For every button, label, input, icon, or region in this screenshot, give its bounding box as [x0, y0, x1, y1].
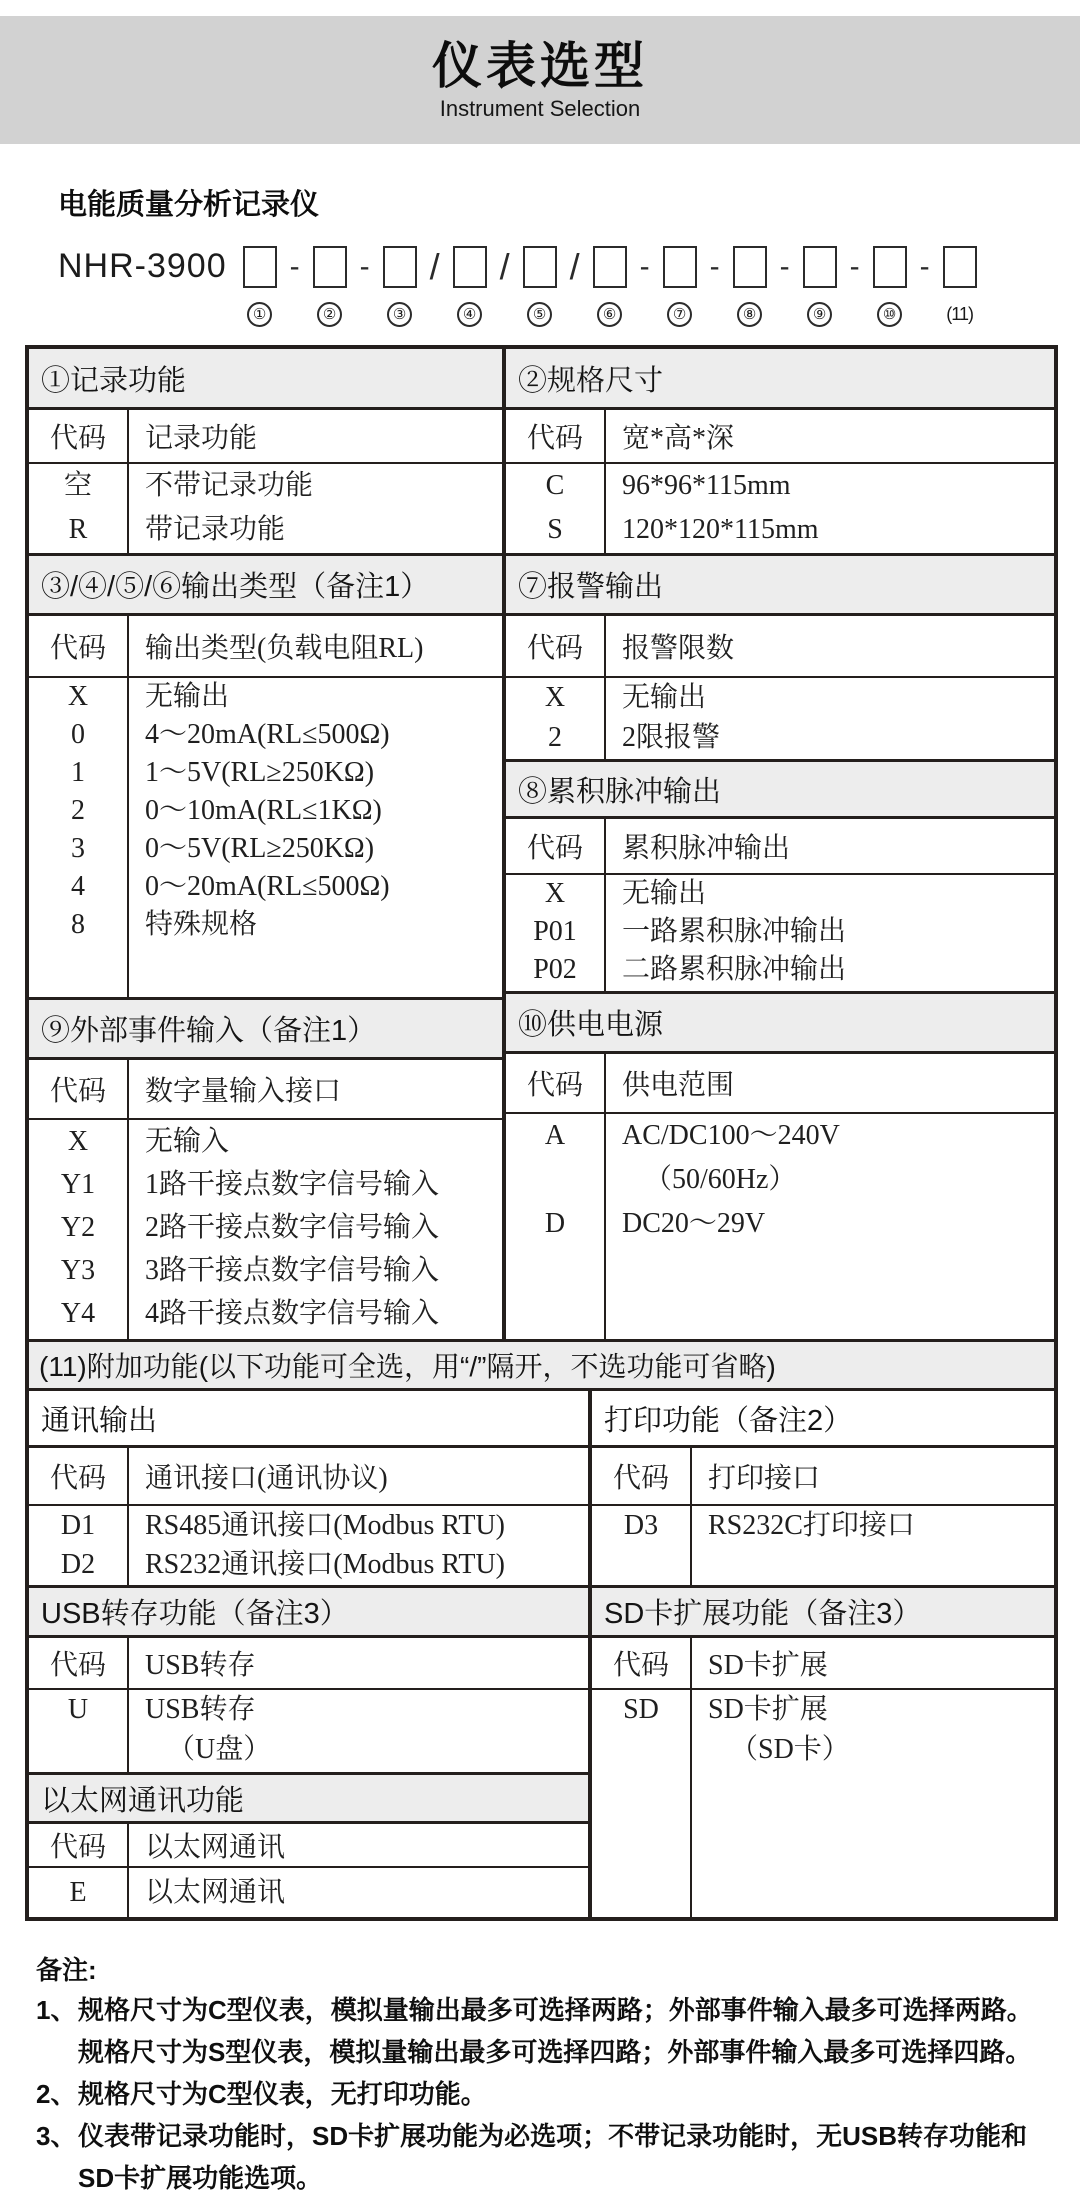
table-section-eth — [29, 1772, 588, 1917]
model-slot-number — [733, 299, 767, 329]
circled-number: ⑥ — [597, 302, 622, 327]
code-column-header: 代码 — [506, 819, 606, 873]
code-cell: C — [545, 470, 565, 501]
desc-cell: 带记录功能 — [145, 514, 286, 545]
model-separator: / — [429, 246, 440, 287]
code-column-header: 代码 — [29, 616, 129, 676]
desc-column — [129, 1690, 588, 1772]
table-top-left-pane — [29, 349, 506, 1339]
desc-column-header: 供电范围 — [622, 1070, 735, 1101]
column-header-row — [592, 1638, 1054, 1690]
model-slot-top — [453, 243, 523, 291]
desc-cell: 0～5V(RL≥250KΩ) — [145, 833, 375, 864]
model-code-box — [943, 246, 977, 288]
code-cell: 0 — [71, 719, 85, 750]
code-column — [506, 875, 606, 991]
section-body — [506, 875, 1054, 991]
column-header-row — [29, 1638, 588, 1690]
model-separator: - — [779, 250, 790, 283]
section-body — [592, 1690, 1054, 1917]
desc-cell: （50/60Hz） — [644, 1164, 797, 1195]
desc-cell: 3路干接点数字信号输入 — [145, 1255, 440, 1286]
desc-cell: 无输入 — [145, 1126, 230, 1157]
section-body — [506, 464, 1054, 553]
model-code-box — [593, 246, 627, 288]
code-cell: S — [547, 514, 563, 545]
desc-column — [129, 464, 502, 553]
desc-column — [606, 464, 1054, 553]
code-column — [506, 1114, 606, 1339]
desc-cell: 不带记录功能 — [145, 470, 314, 501]
code-column — [29, 1120, 129, 1339]
model-code-box — [803, 246, 837, 288]
model-slot — [733, 243, 803, 329]
note-item — [36, 2073, 1040, 2115]
code-column-header: 代码 — [29, 410, 129, 462]
desc-cell: 2路干接点数字信号输入 — [145, 1212, 440, 1243]
model-slot-number — [313, 299, 347, 329]
section-content — [29, 1638, 588, 1772]
code-cell: X — [67, 681, 89, 712]
section-header: 以太网通讯功能 — [29, 1772, 588, 1824]
section-body — [506, 1114, 1054, 1339]
table-section-sd — [592, 1585, 1054, 1917]
table-top-right-pane — [506, 349, 1054, 1339]
notes — [36, 1951, 1040, 2199]
note-line: 仪表带记录功能时，SD卡扩展功能为必选项；不带记录功能时，无USB转存功能和 — [78, 2121, 1028, 2151]
model-separator: - — [289, 250, 300, 283]
selection-table — [25, 345, 1058, 1921]
code-cell: X — [67, 1126, 89, 1157]
section-body — [29, 464, 502, 553]
code-cell: 4 — [71, 871, 85, 902]
section-header: ⑧累积脉冲输出 — [506, 759, 1054, 819]
table-section-pulse — [506, 759, 1054, 991]
desc-cell: SD卡扩展 — [708, 1694, 828, 1725]
table-section-size — [506, 349, 1054, 553]
circled-number: ⑨ — [807, 302, 832, 327]
column-header-row — [29, 1824, 588, 1868]
code-column-header: 代码 — [592, 1638, 692, 1688]
desc-cell: RS232C打印接口 — [708, 1510, 915, 1541]
column-header-row — [506, 1054, 1054, 1114]
table-bottom-grid — [29, 1391, 1054, 1917]
model-code-box — [523, 246, 557, 288]
model-slot — [663, 243, 733, 329]
code-cell: 2 — [548, 722, 562, 753]
section-content — [506, 410, 1054, 553]
desc-column — [606, 678, 1054, 759]
model-slot — [943, 243, 977, 329]
code-column-header: 代码 — [506, 1054, 606, 1112]
section-body — [29, 1690, 588, 1772]
column-header-row — [592, 1448, 1054, 1506]
desc-cell: 1～5V(RL≥250KΩ) — [145, 757, 375, 788]
desc-column — [692, 1690, 1054, 1917]
model-slot-top — [313, 243, 383, 291]
note-line: 规格尺寸为C型仪表，模拟量输出最多可选择两路；外部事件输入最多可选择两路。 — [78, 1995, 1033, 2025]
model-slot-top — [943, 243, 977, 291]
desc-column-header: 宽*高*深 — [622, 423, 735, 454]
table-section-power — [506, 991, 1054, 1339]
code-column — [592, 1506, 692, 1585]
desc-column — [606, 875, 1054, 991]
circled-number: ⑧ — [737, 302, 762, 327]
model-slot-top — [383, 243, 453, 291]
desc-cell: 无输出 — [622, 682, 707, 713]
code-column-header: 代码 — [29, 1060, 129, 1118]
table-top-grid — [29, 349, 1054, 1339]
note-line: 规格尺寸为C型仪表，无打印功能。 — [78, 2079, 487, 2109]
model-code-box — [663, 246, 697, 288]
note-lines — [78, 2073, 1040, 2115]
desc-column-header: 累积脉冲输出 — [622, 833, 791, 864]
note-number: 3、 — [36, 2121, 77, 2151]
section-header: ⑩供电电源 — [506, 991, 1054, 1054]
model-slots — [243, 243, 977, 329]
circled-number: ① — [247, 302, 272, 327]
desc-cell: 4路干接点数字信号输入 — [145, 1298, 440, 1329]
desc-cell: DC20～29V — [622, 1208, 766, 1239]
model-slot-number — [243, 299, 277, 329]
desc-column-header: SD卡扩展 — [708, 1650, 828, 1681]
model-code-box — [453, 246, 487, 288]
model-code-box — [243, 246, 277, 288]
model-code-box — [733, 246, 767, 288]
circled-number: ④ — [457, 302, 482, 327]
code-cell — [592, 1730, 690, 1770]
code-cell — [506, 1158, 604, 1202]
desc-cell: 2限报警 — [622, 722, 721, 753]
table-section-print — [592, 1391, 1054, 1585]
desc-cell: 4～20mA(RL≤500Ω) — [145, 719, 390, 750]
code-column-header: 代码 — [29, 1824, 129, 1866]
code-column-header: 代码 — [29, 1448, 129, 1504]
model-separator: - — [639, 250, 650, 283]
section-content — [592, 1638, 1054, 1917]
section-content — [592, 1448, 1054, 1585]
desc-cell: （SD卡） — [730, 1734, 850, 1765]
desc-cell: USB转存 — [145, 1694, 256, 1725]
model-slot-number — [523, 299, 557, 329]
model-slot-top — [593, 243, 663, 291]
note-lines — [78, 2115, 1040, 2199]
code-cell: Y3 — [60, 1255, 96, 1286]
desc-column-header: 通讯接口(通讯协议) — [145, 1463, 388, 1494]
desc-column — [129, 1506, 588, 1585]
code-cell: X — [544, 878, 566, 909]
model-slot — [803, 243, 873, 329]
note-item — [36, 2115, 1040, 2199]
model-separator: - — [709, 250, 720, 283]
section-header: 通讯输出 — [29, 1391, 588, 1448]
desc-cell: 二路累积脉冲输出 — [622, 954, 847, 985]
code-cell: U — [67, 1694, 89, 1725]
table-section-usb — [29, 1585, 588, 1772]
model-slot-top — [243, 243, 313, 291]
column-header-row — [29, 1448, 588, 1506]
table-section-rec — [29, 349, 502, 553]
code-cell: D — [544, 1208, 566, 1239]
table-bottom-left-pane — [29, 1391, 592, 1917]
model-slot-top — [873, 243, 943, 291]
code-cell: D1 — [60, 1510, 96, 1541]
section-content — [506, 1054, 1054, 1339]
note-number: 2、 — [36, 2079, 77, 2109]
column-header-row — [506, 819, 1054, 875]
code-cell: D2 — [60, 1549, 96, 1580]
note-line: SD卡扩展功能选项。 — [78, 2163, 323, 2193]
section-body — [29, 1506, 588, 1585]
model-name: NHR-3900 — [58, 247, 227, 285]
note-number: 1、 — [36, 1995, 77, 2025]
model-separator: - — [359, 250, 370, 283]
code-cell: Y4 — [60, 1298, 96, 1329]
model-slot — [383, 243, 453, 329]
table-section-comm — [29, 1391, 588, 1585]
section-content — [29, 616, 502, 997]
code-cell: 8 — [71, 909, 85, 940]
desc-column — [692, 1506, 1054, 1585]
desc-cell: （U盘） — [167, 1734, 272, 1765]
circled-number: (11) — [946, 303, 973, 324]
notes-list — [36, 1989, 1040, 2199]
section-header: ①记录功能 — [29, 349, 502, 410]
code-cell: E — [69, 1877, 87, 1908]
code-column-header: 代码 — [506, 410, 606, 462]
column-header-row — [506, 410, 1054, 464]
column-header-row — [29, 1060, 502, 1120]
section-body — [592, 1506, 1054, 1585]
note-lines — [78, 1989, 1040, 2073]
desc-cell: 以太网通讯 — [145, 1877, 286, 1908]
code-column — [29, 464, 129, 553]
section-body — [506, 678, 1054, 759]
model-slot — [453, 243, 523, 329]
code-column — [592, 1690, 692, 1917]
banner — [0, 16, 1080, 144]
code-cell: A — [544, 1120, 566, 1151]
code-column-header: 代码 — [29, 1638, 129, 1688]
circled-number: ⑩ — [877, 302, 902, 327]
code-cell: 1 — [71, 757, 85, 788]
section-header: ⑨外部事件输入（备注1） — [29, 997, 502, 1060]
model-code-box — [313, 246, 347, 288]
section-11-header: (11)附加功能(以下功能可全选，用“/”隔开，不选功能可省略) — [29, 1339, 1054, 1391]
code-cell: 3 — [71, 833, 85, 864]
desc-cell: AC/DC100～240V — [622, 1120, 840, 1151]
code-column-header: 代码 — [592, 1448, 692, 1504]
section-header: ⑦报警输出 — [506, 553, 1054, 616]
desc-column-header: USB转存 — [145, 1650, 256, 1681]
code-cell: D3 — [623, 1510, 659, 1541]
desc-cell: 0～20mA(RL≤500Ω) — [145, 871, 390, 902]
table-section-ext — [29, 997, 502, 1339]
model-slot — [873, 243, 943, 329]
desc-column-header: 报警限数 — [622, 633, 735, 664]
desc-column — [129, 1120, 502, 1339]
desc-cell: 无输出 — [622, 878, 707, 909]
circled-number: ③ — [387, 302, 412, 327]
section-content — [29, 1060, 502, 1339]
code-cell: Y2 — [60, 1212, 96, 1243]
desc-column — [129, 678, 502, 997]
code-cell: 空 — [63, 470, 92, 501]
model-code-line — [58, 243, 1080, 329]
product-title: 电能质量分析记录仪 — [58, 189, 320, 221]
table-bottom-right-pane — [592, 1391, 1054, 1917]
model-slot-number — [383, 299, 417, 329]
desc-cell: RS232通讯接口(Modbus RTU) — [145, 1549, 506, 1580]
model-slot-number — [593, 299, 627, 329]
model-separator: - — [919, 250, 930, 283]
code-column — [506, 678, 606, 759]
section-header: 打印功能（备注2） — [592, 1391, 1054, 1448]
section-body — [29, 1868, 588, 1917]
section-header: ②规格尺寸 — [506, 349, 1054, 410]
desc-column — [606, 1114, 1054, 1339]
column-header-row — [29, 616, 502, 678]
table-section-out — [29, 553, 502, 997]
note-item — [36, 1989, 1040, 2073]
code-column — [506, 464, 606, 553]
section-header: ③/④/⑤/⑥输出类型（备注1） — [29, 553, 502, 616]
section-content — [506, 819, 1054, 991]
model-slot-top — [803, 243, 873, 291]
desc-cell: 1路干接点数字信号输入 — [145, 1169, 440, 1200]
banner-subtitle: Instrument Selection — [439, 96, 641, 121]
code-column-header: 代码 — [506, 616, 606, 676]
model-slot-top — [523, 243, 593, 291]
section-header: SD卡扩展功能（备注3） — [592, 1585, 1054, 1638]
model-code-box — [383, 246, 417, 288]
model-slot-number — [663, 299, 697, 329]
section-content — [506, 616, 1054, 759]
desc-cell: 96*96*115mm — [622, 470, 791, 501]
section-content — [29, 1448, 588, 1585]
code-cell: SD — [623, 1694, 659, 1725]
model-slot — [523, 243, 593, 329]
code-cell: 2 — [71, 795, 85, 826]
model-separator: / — [569, 246, 580, 287]
desc-column-header: 以太网通讯 — [145, 1832, 286, 1863]
code-cell: P01 — [533, 916, 577, 947]
model-code-box — [873, 246, 907, 288]
desc-column-header: 记录功能 — [145, 423, 258, 454]
note-line: 规格尺寸为S型仪表，模拟量输出最多可选择四路；外部事件输入最多可选择四路。 — [78, 2037, 1032, 2067]
desc-column-header: 打印接口 — [708, 1463, 821, 1494]
section-content — [29, 1824, 588, 1917]
code-cell: X — [544, 682, 566, 713]
desc-cell: 无输出 — [145, 681, 230, 712]
code-cell: Y1 — [60, 1169, 96, 1200]
notes-label: 备注: — [36, 1955, 97, 1985]
desc-cell: RS485通讯接口(Modbus RTU) — [145, 1510, 506, 1541]
desc-cell: 一路累积脉冲输出 — [622, 916, 847, 947]
model-separator: / — [499, 246, 510, 287]
section-body — [29, 678, 502, 997]
page — [0, 16, 1080, 2199]
table-section-alarm — [506, 553, 1054, 759]
model-slot-number — [803, 299, 837, 329]
desc-cell: 0～10mA(RL≤1KΩ) — [145, 795, 382, 826]
model-slot — [313, 243, 383, 329]
desc-cell: 特殊规格 — [145, 909, 258, 940]
desc-column — [129, 1868, 588, 1917]
model-slot-top — [733, 243, 803, 291]
code-cell: P02 — [533, 954, 577, 985]
code-column — [29, 1506, 129, 1585]
code-cell: R — [68, 514, 88, 545]
model-slot — [593, 243, 663, 329]
section-body — [29, 1120, 502, 1339]
section-content — [29, 410, 502, 553]
model-slot-number — [873, 299, 907, 329]
circled-number: ⑤ — [527, 302, 552, 327]
code-column — [29, 1868, 129, 1917]
model-slot-number — [943, 299, 977, 329]
code-column — [29, 1690, 129, 1772]
column-header-row — [506, 616, 1054, 678]
banner-title: 仪表选型 — [432, 38, 648, 94]
model-separator: - — [849, 250, 860, 283]
section-header: USB转存功能（备注3） — [29, 1585, 588, 1638]
code-column — [29, 678, 129, 997]
model-slot — [243, 243, 313, 329]
circled-number: ⑦ — [667, 302, 692, 327]
column-header-row — [29, 410, 502, 464]
desc-column-header: 输出类型(负载电阻RL) — [145, 633, 424, 664]
desc-cell: 120*120*115mm — [622, 514, 819, 545]
desc-column-header: 数字量输入接口 — [145, 1076, 342, 1107]
code-cell — [29, 1730, 127, 1770]
model-slot-number — [453, 299, 487, 329]
circled-number: ② — [317, 302, 342, 327]
model-slot-top — [663, 243, 733, 291]
